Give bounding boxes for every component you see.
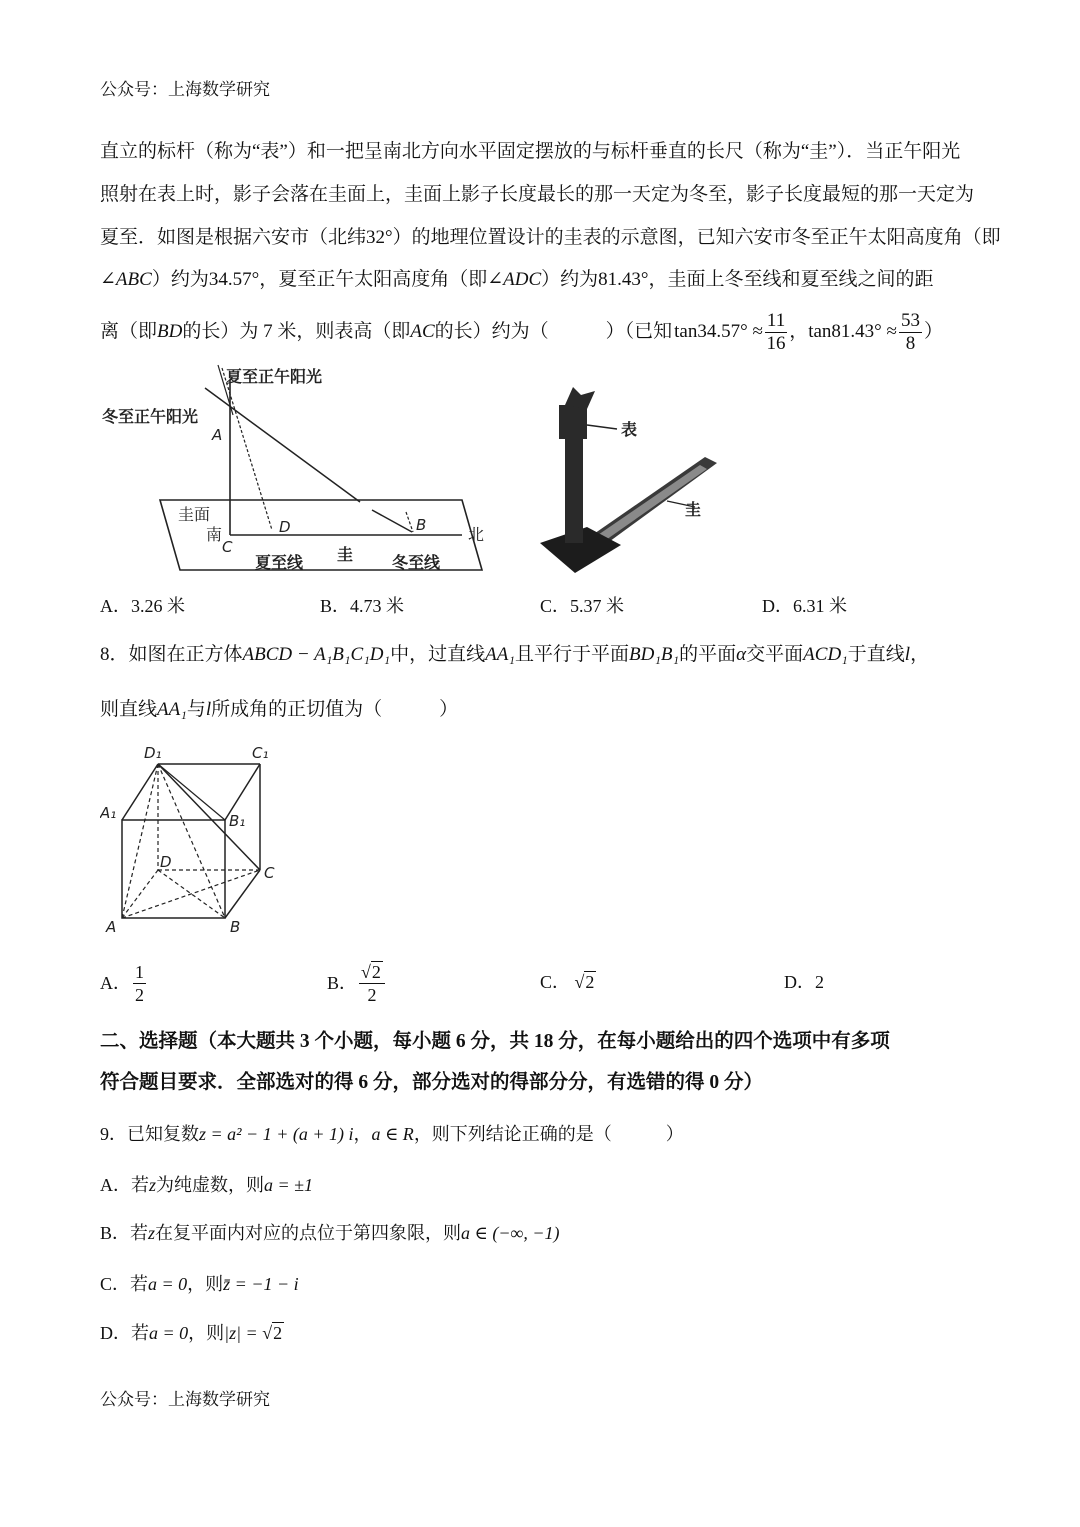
option-label: D． <box>762 596 793 616</box>
option-label: B． <box>327 973 358 993</box>
var-z: z <box>149 1175 157 1195</box>
q9-text: A．若 <box>100 1175 149 1195</box>
option-label: C． <box>540 596 571 616</box>
q8-text: 交平面 <box>746 644 804 665</box>
q7-option-c[interactable] <box>540 594 624 618</box>
q7-text: ，夏至正午太阳高度角（即 <box>259 269 488 290</box>
q8-option-d[interactable] <box>784 970 824 994</box>
line-aa1: AA₁ <box>485 644 515 665</box>
segment-bd: BD <box>157 321 183 342</box>
label-winter-line: 冬至线 <box>392 553 441 572</box>
line-aa1: AA₁ <box>157 699 187 720</box>
q9-option-a[interactable] <box>100 1173 313 1197</box>
q8-option-a[interactable] <box>100 957 148 1009</box>
q7-line-3-text-c: ）的地理位置设计的圭表的示意图，已知六安市冬至正午太阳高度角（即 <box>392 227 1001 248</box>
q9-text: ，则下列结论正确的是（ ） <box>413 1124 684 1144</box>
fraction-denominator: 2 <box>367 984 377 1005</box>
q8-text: 且平行于平面 <box>514 644 629 665</box>
q7-line-4 <box>100 268 934 292</box>
label-gui-right: 圭 <box>685 500 702 519</box>
option-label: C． <box>540 972 571 992</box>
q7-line-3-text-a: 夏至．如图是根据六安市（北纬 <box>100 227 367 248</box>
a-equals-0: a = 0 <box>149 1323 189 1343</box>
fraction-sqrt2-over-2 <box>359 961 385 1006</box>
q9-text: 为纯虚数，则 <box>156 1175 265 1195</box>
gui-biao-photo <box>535 385 730 585</box>
section-2-heading-line-1: 二、选择题（本大题共 3 个小题，每小题 6 分，共 18 分，在每小题给出的四个选项中有多项 <box>100 1031 890 1052</box>
segment-ac: AC <box>410 321 435 342</box>
cube-diagram <box>100 740 290 940</box>
winter-light-line <box>205 388 360 502</box>
q8-text: 所成角的正切值为（ ） <box>211 699 459 720</box>
q7-line-3 <box>100 226 1001 250</box>
option-value: 4.73 米 <box>350 596 405 616</box>
label-D: D <box>160 853 172 871</box>
var-z: z <box>148 1223 156 1243</box>
biao-column <box>565 425 583 543</box>
sqrt-radicand: 2 <box>585 972 595 992</box>
fraction-denominator: 8 <box>905 332 916 354</box>
q9-option-d[interactable] <box>100 1321 284 1345</box>
angle-adc: ADC <box>503 269 542 290</box>
q9-stem <box>100 1122 684 1146</box>
option-label: A． <box>100 973 131 993</box>
label-A: A <box>106 918 117 936</box>
q7-text: ） <box>923 321 943 342</box>
q7-text: 离（即 <box>100 321 158 342</box>
q7-latitude: 32° <box>366 227 393 248</box>
fraction-53-8 <box>899 310 922 355</box>
sqrt-symbol: √ <box>257 1323 273 1343</box>
fraction-denominator: 2 <box>135 984 144 1005</box>
label-summer-light: 夏至正午阳光 <box>226 367 323 386</box>
summer-angle: 81.43° <box>598 269 649 290</box>
z-conjugate: z̄ = −1 − i <box>223 1274 299 1294</box>
q8-line-2 <box>100 698 458 722</box>
label-guimian: 圭面 <box>178 505 211 524</box>
cube-front-face <box>122 820 225 918</box>
fraction-denominator: 16 <box>766 332 786 354</box>
q9-option-c[interactable] <box>100 1272 299 1296</box>
option-label: A． <box>100 596 131 616</box>
q9-text: D．若 <box>100 1323 149 1343</box>
q7-option-a[interactable] <box>100 594 185 618</box>
plane-acd1: ACD₁ <box>803 644 848 665</box>
label-winter-light: 冬至正午阳光 <box>102 407 199 426</box>
option-value: 2 <box>815 972 824 992</box>
fraction-numerator: 53 <box>900 309 920 331</box>
label-A1: A₁ <box>100 804 117 822</box>
label-B1: B₁ <box>229 812 246 830</box>
q9-text: ， <box>353 1124 372 1144</box>
label-south: 南 <box>206 525 223 544</box>
interval-neg-inf-neg-1: a ∈ (−∞, −1) <box>461 1223 560 1243</box>
angle-symbol: ∠ <box>487 269 504 290</box>
q7-line-5 <box>100 304 943 360</box>
sqrt-radicand: 2 <box>371 961 381 982</box>
q7-text: ）约为 <box>151 269 209 290</box>
q8-text: 于直线 <box>847 644 905 665</box>
label-B: B <box>230 918 241 936</box>
label-biao: 表 <box>621 420 638 439</box>
q7-line-1: 直立的标杆（称为“表”）和一把呈南北方向水平固定摆放的与标杆垂直的长尺（称为“圭”）．当正午阳光 <box>100 141 961 162</box>
line-l: l <box>205 699 212 720</box>
q8-text: 中，过直线 <box>390 644 486 665</box>
angle-abc: ABC <box>115 269 152 290</box>
label-C1: C₁ <box>252 744 269 762</box>
q9-text: C．若 <box>100 1274 149 1294</box>
fraction-11-16 <box>765 310 787 355</box>
a-equals-0: a = 0 <box>148 1274 188 1294</box>
q8-text: 8．如图在正方体 <box>100 644 243 665</box>
label-gui: 圭 <box>337 545 354 564</box>
modulus-z: |z| = <box>224 1323 258 1343</box>
sqrt-radicand: 2 <box>273 1323 283 1343</box>
page-footer: 公众号：上海数学研究 <box>100 1390 270 1409</box>
q9-text: ，则 <box>187 1274 224 1294</box>
option-value: 6.31 米 <box>793 596 847 616</box>
tan-winter: tan34.57° ≈ <box>674 321 763 342</box>
q8-line-1 <box>100 643 929 667</box>
label-D1: D₁ <box>144 744 162 762</box>
fraction-numerator: 1 <box>135 961 144 982</box>
label-A: A <box>212 426 223 444</box>
label-C: C <box>222 538 233 556</box>
a-in-reals: a ∈ R <box>371 1124 414 1144</box>
q7-line-2: 照射在表上时，影子会落在圭面上，圭面上影子长度最长的那一天定为冬至，影子长度最短的那一天定为 <box>100 184 975 205</box>
q9-option-b[interactable] <box>100 1221 559 1245</box>
complex-number-z: z = a² − 1 + (a + 1) i <box>199 1124 354 1144</box>
q9-text: B．若 <box>100 1223 149 1243</box>
q8-option-b[interactable] <box>327 955 387 1011</box>
a-plus-minus-1: a = ±1 <box>264 1175 314 1195</box>
option-label: D． <box>784 972 815 992</box>
label-summer-line: 夏至线 <box>255 553 304 572</box>
q7-option-b[interactable] <box>320 594 404 618</box>
option-value: 5.37 米 <box>570 596 625 616</box>
q7-text: ， <box>789 321 809 342</box>
q7-text: 的长）为 7 米，则表高（即 <box>182 321 411 342</box>
q9-text: 在复平面内对应的点位于第四象限，则 <box>155 1223 462 1243</box>
q9-text: 9．已知复数 <box>100 1124 199 1144</box>
q7-option-d[interactable] <box>762 594 847 618</box>
option-value: 3.26 米 <box>131 596 185 616</box>
q8-option-c[interactable] <box>540 970 596 994</box>
q7-text: ，圭面上冬至线和夏至线之间的距 <box>648 269 934 290</box>
q8-text: ， <box>910 644 930 665</box>
fraction-numerator: 11 <box>766 309 786 331</box>
angle-symbol: ∠ <box>100 269 116 290</box>
q8-text: 与 <box>186 699 206 720</box>
q7-text: ）约为 <box>541 269 599 290</box>
q8-text: 的平面 <box>679 644 737 665</box>
cube-name: ABCD − A₁B₁C₁D₁ <box>242 644 391 665</box>
tan-summer: tan81.43° ≈ <box>808 321 897 342</box>
fraction-one-half <box>133 961 146 1006</box>
fraction-numerator: √2 <box>359 961 385 984</box>
label-north: 北 <box>468 525 485 544</box>
sqrt-symbol: √ <box>570 972 585 992</box>
q8-text: 则直线 <box>100 699 158 720</box>
winter-angle: 34.57° <box>208 269 260 290</box>
line-l: l <box>904 644 911 665</box>
option-label: B． <box>320 596 351 616</box>
plane-alpha: α <box>736 644 747 665</box>
q7-text: 的长）约为（ ）（已知 <box>434 321 673 342</box>
section-2-heading-line-2: 符合题目要求．全部选对的得 6 分，部分选对的得部分分，有选错的得 0 分） <box>100 1072 764 1093</box>
plane-bd1b1: BD₁B₁ <box>629 644 680 665</box>
gui-biao-diagram <box>100 360 500 585</box>
label-D: D <box>279 518 291 536</box>
page-header: 公众号：上海数学研究 <box>100 80 270 99</box>
label-C: C <box>264 864 275 882</box>
q9-text: ，则 <box>188 1323 225 1343</box>
label-B: B <box>416 516 427 534</box>
